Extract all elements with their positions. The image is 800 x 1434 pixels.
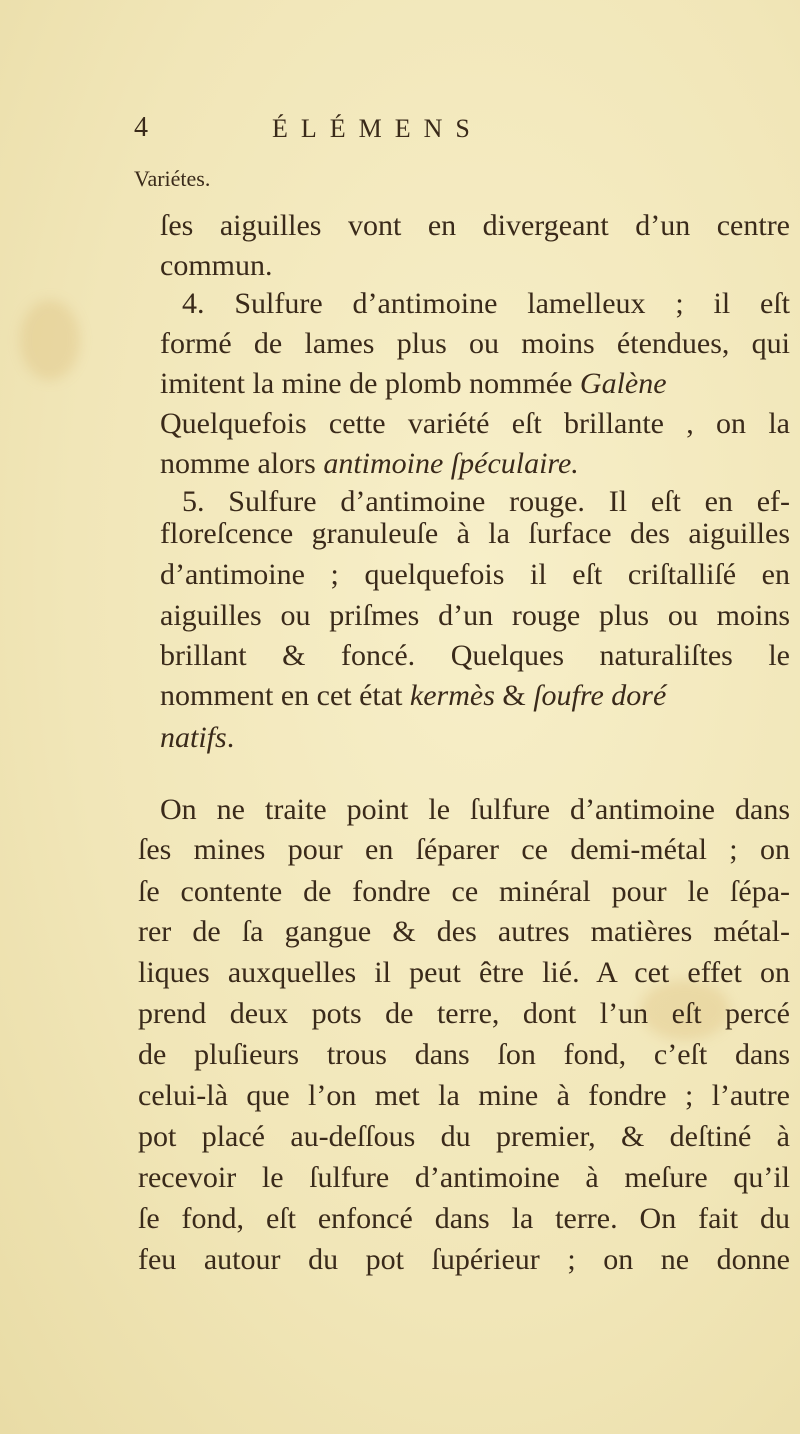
text-line: liques auxquelles il peut être lié. A cet effet on	[138, 956, 790, 989]
italic-term: ſoufre doré	[533, 679, 667, 712]
text-line: formé de lames plus ou moins étendues, qui	[160, 327, 790, 360]
text-line: celui-là que l’on met la mine à fondre ; l’autre	[138, 1079, 790, 1112]
text-line	[160, 366, 790, 402]
text-line: ſe contente de fondre ce minéral pour le ſépa-	[138, 875, 790, 908]
text-line: On ne traite point le ſulfure d’antimoine dans	[160, 793, 790, 826]
text-span: imitent la mine de plomb nommée	[160, 367, 580, 400]
text-line: feu autour du pot ſupérieur ; on ne donne	[138, 1243, 790, 1276]
text-line	[160, 720, 234, 756]
text-line: ſes aiguilles vont en divergeant d’un centre	[160, 209, 790, 242]
text-line: floreſcence granuleuſe à la ſurface des aiguilles	[160, 517, 790, 550]
text-line: ſe fond, eſt enfoncé dans la terre. On fait du	[138, 1202, 790, 1235]
text-span: nomme alors	[160, 447, 324, 480]
text-line: rer de ſa gangue & des autres matières métal-	[138, 915, 790, 948]
margin-note: Variétes.	[134, 166, 211, 191]
text-line: recevoir le ſulfure d’antimoine à meſure qu’il	[138, 1161, 790, 1194]
text-line: commun.	[160, 249, 273, 282]
text-line	[160, 678, 790, 714]
text-line	[160, 446, 579, 482]
italic-term: Galène	[579, 367, 667, 400]
text-line: brillant & foncé. Quelques naturaliſtes le	[160, 639, 790, 672]
running-title: ÉLÉMENS	[272, 114, 483, 143]
page-number: 4	[134, 112, 148, 143]
text-line: ſes mines pour en ſéparer ce demi-métal ; on	[138, 833, 790, 866]
text-span: .	[226, 721, 235, 754]
italic-term: kermès	[409, 679, 495, 712]
text-span: &	[494, 679, 534, 712]
paper-stain	[20, 300, 80, 380]
italic-term: natifs	[160, 721, 227, 754]
text-span: nomment en cet état	[160, 679, 410, 712]
text-line: Quelquefois cette variété eſt brillante , on la	[160, 407, 790, 440]
text-line: de pluſieurs trous dans ſon fond, c’eſt dans	[138, 1038, 790, 1071]
italic-term: antimoine ſpéculaire.	[323, 447, 579, 480]
text-line: 4. Sulfure d’antimoine lamelleux ; il eſt	[182, 287, 790, 320]
text-line: 5. Sulfure d’antimoine rouge. Il eſt en ef-	[182, 485, 790, 518]
text-line: aiguilles ou priſmes d’un rouge plus ou moins	[160, 599, 790, 632]
text-line: d’antimoine ; quelquefois il eſt criſtalliſé en	[160, 558, 790, 591]
text-line: prend deux pots de terre, dont l’un eſt percé	[138, 997, 790, 1030]
text-line: pot placé au-deſſous du premier, & deſtiné à	[138, 1120, 790, 1153]
